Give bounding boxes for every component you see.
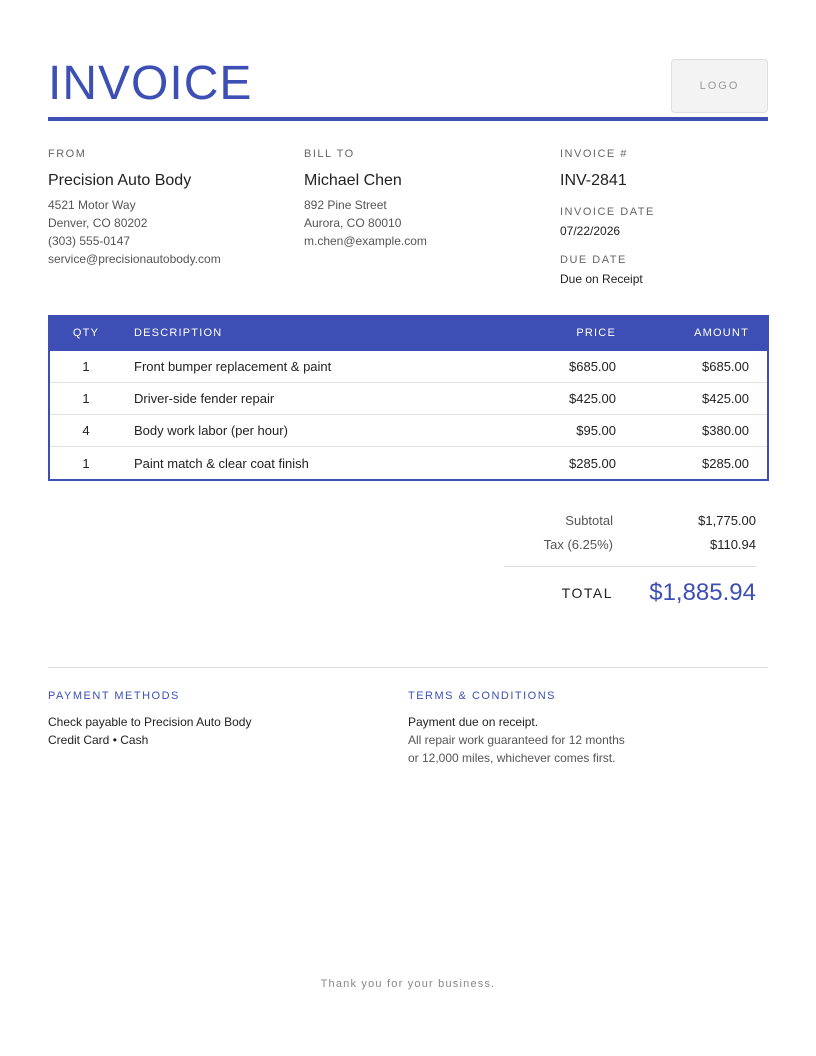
tax-value: $110.94 xyxy=(709,536,756,552)
terms-section xyxy=(408,689,748,767)
terms-line: Payment due on receipt. xyxy=(408,715,539,729)
row-amount: $380.00 xyxy=(702,423,749,438)
row-amount: $285.00 xyxy=(702,455,749,471)
from-line: 4521 Motor Way xyxy=(48,198,136,212)
payment-methods-section xyxy=(48,689,388,749)
total-value: $1,885.94 xyxy=(649,579,756,606)
row-qty: 1 xyxy=(82,359,90,374)
total-row xyxy=(504,569,756,617)
row-description: Paint match & clear coat finish xyxy=(134,455,309,471)
logo-placeholder: LOGO xyxy=(671,59,768,113)
invoice-number-label: INVOICE # xyxy=(560,148,628,160)
terms-line: or 12,000 miles, whichever comes first. xyxy=(408,751,616,765)
bill-to-address xyxy=(304,196,544,250)
bill-to-label: BILL TO xyxy=(304,148,355,160)
row-amount: $685.00 xyxy=(702,359,749,374)
from-line: (303) 555-0147 xyxy=(48,234,131,248)
row-description: Body work labor (per hour) xyxy=(134,423,288,438)
subtotal-row xyxy=(504,508,756,532)
invoice-number: INV-2841 xyxy=(560,172,627,189)
bill-to-section xyxy=(304,147,544,250)
payment-methods-label: PAYMENT METHODS xyxy=(48,690,180,702)
row-qty: 1 xyxy=(82,391,90,406)
row-price: $685.00 xyxy=(569,359,616,374)
table-row xyxy=(50,351,767,383)
due-date: Due on Receipt xyxy=(560,272,643,286)
table-row xyxy=(50,383,767,415)
row-description: Driver-side fender repair xyxy=(134,391,275,406)
from-email: service@precisionautobody.com xyxy=(48,252,221,266)
row-amount: $425.00 xyxy=(702,391,749,406)
tax-label: Tax (6.25%) xyxy=(543,536,613,552)
total-label: TOTAL xyxy=(561,585,613,601)
table-row xyxy=(50,415,767,447)
subtotal-label: Subtotal xyxy=(565,512,613,528)
column-header-amount: AMOUNT xyxy=(694,327,749,339)
subtotal-value: $1,775.00 xyxy=(698,512,756,528)
invoice-page xyxy=(48,0,768,1056)
terms-line: All repair work guaranteed for 12 months xyxy=(408,733,625,747)
table-row xyxy=(50,447,767,479)
payment-method-line: Credit Card • Cash xyxy=(48,733,149,747)
invoice-title: INVOICE xyxy=(48,57,253,110)
invoice-date: 07/22/2026 xyxy=(560,224,621,238)
row-price: $95.00 xyxy=(576,423,616,438)
from-label: FROM xyxy=(48,148,87,160)
thank-you-note: Thank you for your business. xyxy=(320,978,496,990)
row-price: $285.00 xyxy=(569,455,616,471)
totals-section xyxy=(504,508,756,617)
from-line: Denver, CO 80202 xyxy=(48,216,148,230)
tax-row xyxy=(504,532,756,556)
column-header-price: PRICE xyxy=(576,327,616,339)
from-name: Precision Auto Body xyxy=(48,172,192,189)
row-qty: 1 xyxy=(82,455,90,471)
header-divider xyxy=(48,117,768,121)
bill-to-email: m.chen@example.com xyxy=(304,234,427,248)
terms-label: TERMS & CONDITIONS xyxy=(408,690,557,702)
due-date-label: DUE DATE xyxy=(560,254,627,266)
column-header-qty: QTY xyxy=(72,327,100,339)
bill-to-name: Michael Chen xyxy=(304,172,402,189)
row-description: Front bumper replacement & paint xyxy=(134,359,332,374)
from-address xyxy=(48,196,288,268)
bill-to-line: 892 Pine Street xyxy=(304,198,387,212)
invoice-date-label: INVOICE DATE xyxy=(560,206,655,218)
footer-divider xyxy=(48,667,768,668)
line-items-table xyxy=(48,315,769,481)
row-price: $425.00 xyxy=(569,391,616,406)
payment-method-line: Check payable to Precision Auto Body xyxy=(48,715,252,729)
totals-divider xyxy=(504,566,756,567)
invoice-meta-section xyxy=(560,147,768,287)
column-header-description: DESCRIPTION xyxy=(134,327,223,339)
row-qty: 4 xyxy=(82,423,90,438)
table-header xyxy=(50,315,767,351)
bill-to-line: Aurora, CO 80010 xyxy=(304,216,402,230)
from-section xyxy=(48,147,288,268)
